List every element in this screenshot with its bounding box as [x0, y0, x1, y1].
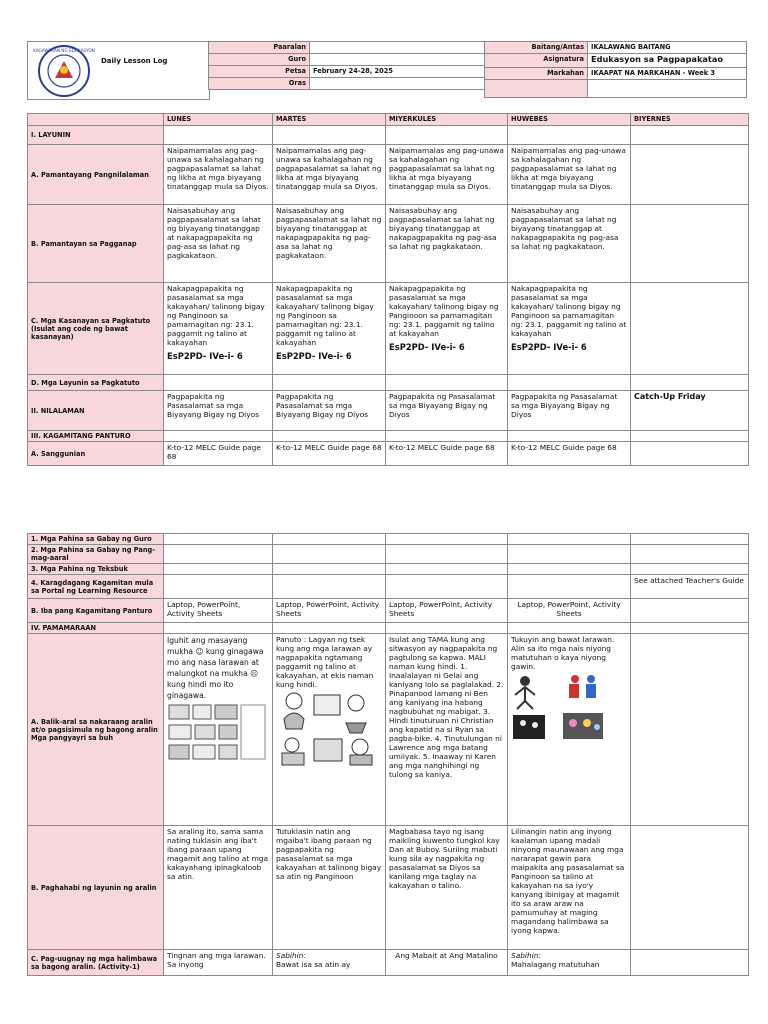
cell-b-lunes: Naisasabuhay ang pagpapasalamat sa lahat ng biyayang tinatanggap at nakapagpapakita ng pag-asa sa lahat ng pagkakataon.	[164, 205, 273, 283]
sabihin-label: Sabihin:	[511, 951, 541, 960]
label-sanggunian: A. Sanggunian	[28, 442, 164, 466]
kasanayan-code: EsP2PD- IVe-i- 6	[511, 342, 587, 352]
label-pamamaraan: IV. PAMAMARAAN	[28, 623, 164, 634]
label-gabay-magaaral: 2. Mga Pahina sa Gabay ng Pang-mag-aaral	[28, 545, 164, 564]
label-markahan: Markahan	[485, 68, 588, 80]
label-baitang: Baitang/Antas	[485, 42, 588, 54]
seal-lettering: KAGAWARAN NG EDUKASYON	[33, 48, 95, 53]
sabihin-label: Sabihin:	[276, 951, 306, 960]
value-markahan: IKAAPAT NA MARKAHAN - Week 3	[588, 68, 747, 80]
cell-a-martes: Naipamamalas ang pag-unawa sa kahalagahan ng pagpapasalamat sa lahat ng likha at mga biyayang tinatanggap mula sa Diyos.	[273, 145, 386, 205]
value-petsa: February 24-28, 2025	[310, 66, 485, 78]
label-pangnilalaman: A. Pamantayang Pangnilalaman	[28, 145, 164, 205]
cell-karagdagang-biyernes: See attached Teacher's Guide	[631, 575, 749, 599]
value-blank	[588, 80, 747, 98]
row-kagamitan	[28, 431, 749, 442]
cell-b-martes: Naisasabuhay ang pagpapasalamat sa lahat ng biyayang tinatanggap at nakapagpapakita ng pag-asa sa lahat ng pagkakataon.	[273, 205, 386, 283]
cell-ugnay-huwebes	[508, 950, 631, 976]
row-gabay-guro	[28, 534, 749, 545]
lesson-table-1	[27, 113, 749, 466]
header-left-table	[208, 41, 485, 90]
cell-nilalaman-lunes: Pagpapakita ng Pasasalamat sa mga Biyayang Bigay ng Diyos	[164, 391, 273, 431]
value-guro	[310, 54, 485, 66]
cell-sanggunian-miyerkules: K-to-12 MELC Guide page 68	[386, 442, 508, 466]
day-huwebes: HUWEBES	[508, 114, 631, 126]
section-layunin: I. LAYUNIN	[28, 126, 164, 145]
kasanayan-text: Nakapagpapakita ng pasasalamat sa mga kakayahan/ talinong bigay ng Panginoon sa pamamagitan ng: 23.1. paggamit ng talino at kakayahan	[389, 284, 499, 338]
children-pictures-icon	[511, 671, 623, 741]
header-block	[27, 41, 747, 99]
cell-balik-martes	[273, 634, 386, 826]
cell-paghahabi-huwebes: Lilinangin natin ang inyong kaalaman upang madali ninyong maunawaan ang mga nararapat gawin para maipakita ang pasasalamat sa Panginoon sa talino at kakayahan na sa iyo'y kanyang ibinigay at magamit ito sa araw araw na pamumuhay at maging magandang halimbawa sa iyong kapwa.	[508, 826, 631, 950]
row-pag-uugnay	[28, 950, 749, 976]
header-right-table	[484, 41, 747, 98]
label-guro: Guro	[209, 54, 310, 66]
balik-huwebes-text: Tukuyin ang bawat larawan. Alin sa ito mga nais niyong matutuhan o kaya niyong gawin.	[511, 635, 615, 671]
balik-lunes-text: Iguhit ang masayang mukha ☺ kung ginagawa mo ang nasa larawan at malungkot na mukha ☹ kung hindi mo ito ginagawa.	[167, 636, 264, 700]
kasanayan-code: EsP2PD- IVe-i- 6	[167, 351, 243, 361]
cell-kagamitan-miyerkules: Laptop, PowerPoint, Activity Sheets	[386, 599, 508, 623]
cell-ugnay-lunes: Tingnan ang mga larawan. Sa inyong	[164, 950, 273, 976]
cell-b-huwebes: Naisasabuhay ang pagpapasalamat sa lahat ng biyayang tinatanggap at nakapagpapakita ng pag-asa sa lahat ng pagkakataon.	[508, 205, 631, 283]
row-sanggunian	[28, 442, 749, 466]
label-paaralan: Paaralan	[209, 42, 310, 54]
row-gabay-magaaral	[28, 545, 749, 564]
label-kasanayan: C. Mga Kasanayan sa Pagkatuto (Isulat ang code ng bawat kasanayan)	[28, 283, 164, 375]
label-petsa: Petsa	[209, 66, 310, 78]
label-balik-aral: A. Balik-aral sa nakaraang aralin at/o pagsisimula ng bagong aralin Mga pangyayri sa buh	[28, 634, 164, 826]
label-karagdagang: 4. Karagdagang Kagamitan mula sa Portal ng Learning Resource	[28, 575, 164, 599]
value-baitang: IKALAWANG BAITANG	[588, 42, 747, 54]
cell-sanggunian-huwebes: K-to-12 MELC Guide page 68	[508, 442, 631, 466]
cell-sanggunian-martes: K-to-12 MELC Guide page 68	[273, 442, 386, 466]
day-miyerkules: MIYERKULES	[386, 114, 508, 126]
cell-ugnay-martes	[273, 950, 386, 976]
label-iba-pang-kagamitan: B. Iba pang Kagamitang Panturo	[28, 599, 164, 623]
kasanayan-text: Nakapagpapakita ng pasasalamat sa mga kakayahan/ talinong bigay ng Panginoon sa pamamagitan ng: 23.1. paggamit ng talino at kakayahan	[511, 284, 627, 338]
value-asignatura: Edukasyon sa Pagpapakatao	[588, 54, 747, 68]
row-pamantayang-pangnilalaman	[28, 145, 749, 205]
kasanayan-text: Nakapagpapakita ng pasasalamat sa mga kakayahan/ talinong bigay ng Panginoon sa pamamagitan ng: 23.1. paggamit ng talino at kakayahan	[276, 284, 374, 347]
row-pamamaraan	[28, 623, 749, 634]
row-kasanayan	[28, 283, 749, 375]
balik-martes-text: Panuto : Lagyan ng tsek kung ang mga larawan ay nagpapakita ngtamang paggamit ng talino at kakayahan, at ekis naman kung hindi.	[276, 635, 374, 689]
label-kagamitan: III. KAGAMITANG PANTURO	[28, 431, 164, 442]
cell-kagamitan-lunes: Laptop, PowerPoint, Activity Sheets	[164, 599, 273, 623]
day-martes: MARTES	[273, 114, 386, 126]
row-iba-pang-kagamitan	[28, 599, 749, 623]
cell-balik-miyerkules: Isulat ang TAMA kung ang sitwasyon ay nagpapakita ng pagtulong sa kapwa. MALI naman kung hindi. 1. Inaalalayan ni Gelai ang kaniyang lolo sa paglalakad. 2. Pinapanood lamang ni Ben ang kaniyang ina habang nagbubuhat ng mabigat. 3. Hindi tinuturuan ni Christian ang kapatid na si Ryan sa pagba-bike. 4. Tinutulungan ni Lawrence ang mga batang umiiyak. 5. Inaaway ni Karen ang mga nanghihingi ng tulong sa kaniya.	[386, 634, 508, 826]
document-title: Daily Lesson Log	[101, 57, 168, 65]
label-pag-uugnay: C. Pag-uugnay ng mga halimbawa sa bagong aralin. (Activity-1)	[28, 950, 164, 976]
cell-kagamitan-martes: Laptop, PowerPoint, Activity Sheets	[273, 599, 386, 623]
label-layunin-pagkatuto: D. Mga Layunin sa Pagkatuto	[28, 375, 164, 391]
ugnay-huwebes-text: Mahalagang matutuhan	[511, 960, 600, 969]
row-balik-aral	[28, 634, 749, 826]
deped-seal-icon	[31, 44, 97, 98]
cell-kagamitan-huwebes: Laptop, PowerPoint, Activity Sheets	[508, 599, 631, 623]
label-paghahabi: B. Paghahabi ng layunin ng aralin	[28, 826, 164, 950]
label-pagganap: B. Pamantayan sa Pagganap	[28, 205, 164, 283]
cell-paghahabi-lunes: Sa araling ito, sama sama nating tuklasin ang iba't ibang paraan upang magamit ang talino at mga kakayahang ipinagkaloob sa atin.	[164, 826, 273, 950]
header-logo-cell	[27, 41, 210, 100]
cell-a-miyerkules: Naipamamalas ang pag-unawa sa kahalagahan ng pagpapasalamat sa lahat ng likha at mga biyayang tinatanggap mula sa Diyos.	[386, 145, 508, 205]
label-oras: Oras	[209, 78, 310, 90]
row-paghahabi	[28, 826, 749, 950]
row-teksbuk	[28, 564, 749, 575]
label-gabay-guro: 1. Mga Pahina sa Gabay ng Guro	[28, 534, 164, 545]
cell-sanggunian-lunes: K-to-12 MELC Guide page 68	[164, 442, 273, 466]
children-activities-icon	[276, 689, 380, 769]
cell-c-martes	[273, 283, 386, 375]
kasanayan-code: EsP2PD- IVe-i- 6	[389, 342, 465, 352]
cell-balik-huwebes	[508, 634, 631, 826]
cell-ugnay-miyerkules: Ang Mabait at Ang Matalino	[386, 950, 508, 976]
cell-a-huwebes: Naipamamalas ang pag-unawa sa kahalagahan ng pagpapasalamat sa lahat ng likha at mga biyayang tinatanggap mula sa Diyos.	[508, 145, 631, 205]
row-karagdagang	[28, 575, 749, 599]
cell-a-lunes: Naipamamalas ang pag-unawa sa kahalagahan ng pagpapasalamat sa lahat ng likha at mga biyayang tinatanggap mula sa Diyos.	[164, 145, 273, 205]
days-header-row	[28, 114, 749, 126]
label-blank	[485, 80, 588, 98]
cell-nilalaman-huwebes: Pagpapakita ng Pasasalamat sa mga Biyayang Bigay ng Diyos	[508, 391, 631, 431]
ugnay-martes-text: Bawat isa sa atin ay	[276, 960, 351, 969]
kasanayan-code: EsP2PD- IVe-i- 6	[276, 351, 352, 361]
day-biyernes: BIYERNES	[631, 114, 749, 126]
cell-nilalaman-biyernes: Catch-Up Friday	[631, 391, 749, 431]
cell-nilalaman-miyerkules: Pagpapakita ng Pasasalamat sa mga Biyayang Bigay ng Diyos	[386, 391, 508, 431]
cell-b-miyerkules: Naisasabuhay ang pagpapasalamat sa lahat ng biyayang tinatanggap at nakapagpapakita ng pag-asa sa lahat ng pagkakataon.	[386, 205, 508, 283]
row-nilalaman	[28, 391, 749, 431]
cell-balik-lunes	[164, 634, 273, 826]
row-pamantayan-pagganap	[28, 205, 749, 283]
label-asignatura: Asignatura	[485, 54, 588, 68]
cell-c-lunes	[164, 283, 273, 375]
activity-illustration-icon	[167, 701, 267, 763]
value-paaralan	[310, 42, 485, 54]
day-lunes: LUNES	[164, 114, 273, 126]
label-nilalaman: II. NILALAMAN	[28, 391, 164, 431]
cell-c-huwebes	[508, 283, 631, 375]
corner-cell	[28, 114, 164, 126]
cell-paghahabi-miyerkules: Magbabasa tayo ng isang maikling kuwento tungkol kay Dan at Buboy. Suriing mabuti kung sila ay nagpakita ng pasasalamat sa Diyos sa kanilang mga taglay na kakayahan o talino.	[386, 826, 508, 950]
cell-nilalaman-martes: Pagpapakita ng Pasasalamat sa mga Biyayang Bigay ng Diyos	[273, 391, 386, 431]
row-layunin	[28, 126, 749, 145]
kasanayan-text: Nakapagpapakita ng pasasalamat sa mga kakayahan/ talinong bigay ng Panginoon sa pamamagitan ng: 23.1. paggamit ng talino at kakayahan	[167, 284, 265, 347]
value-oras	[310, 78, 485, 90]
cell-paghahabi-martes: Tutuklasin natin ang mgaiba't ibang paraan ng pagpapakita ng pasasalamat sa mga kakayahan at talinong bigay sa atin ng Panginoon	[273, 826, 386, 950]
cell-c-miyerkules	[386, 283, 508, 375]
row-layunin-pagkatuto	[28, 375, 749, 391]
label-teksbuk: 3. Mga Pahina ng Teksbuk	[28, 564, 164, 575]
lesson-table-2	[27, 533, 749, 976]
